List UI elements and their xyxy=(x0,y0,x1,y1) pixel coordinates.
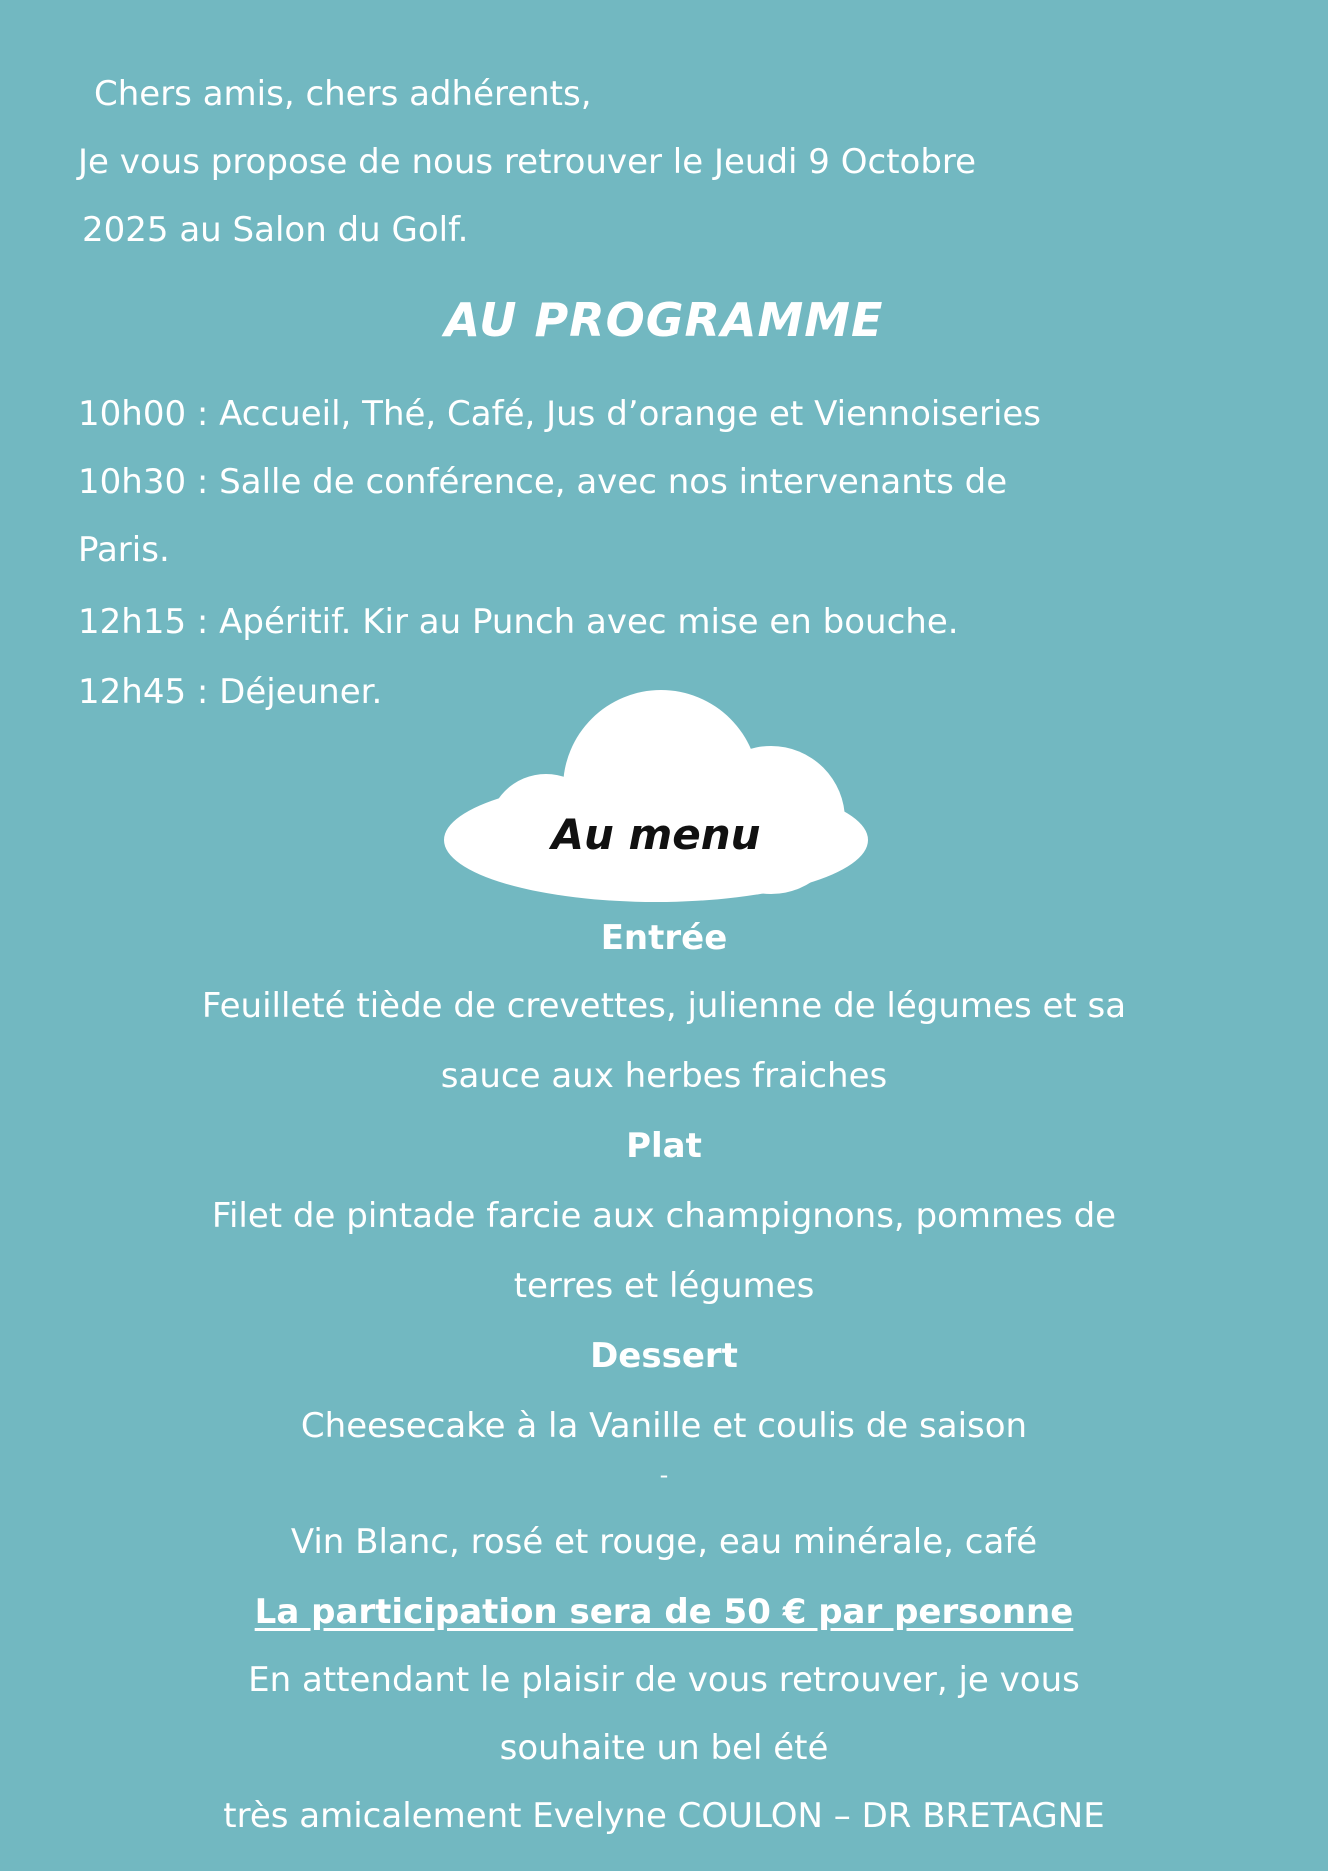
closing-line-1: En attendant le plaisir de vous retrouver, je vous xyxy=(248,1660,1080,1700)
entree-line-1: Feuilleté tiède de crevettes, julienne de légumes et sa xyxy=(201,986,1127,1026)
drinks-line: Vin Blanc, rosé et rouge, eau minérale, café xyxy=(290,1522,1038,1562)
intro-line-2: 2025 au Salon du Golf. xyxy=(82,210,469,250)
cloud-shape xyxy=(436,690,876,906)
programme-item: 12h15 : Apéritif. Kir au Punch avec mise en bouche. xyxy=(78,602,959,642)
programme-item: Paris. xyxy=(78,530,170,570)
programme-item: 10h30 : Salle de conférence, avec nos intervenants de xyxy=(78,462,1008,502)
signature: très amicalement Evelyne COULON – DR BRETAGNE xyxy=(223,1796,1105,1836)
greeting: Chers amis, chers adhérents, xyxy=(94,74,592,114)
entree-label: Entrée xyxy=(600,918,728,958)
dessert-line: Cheesecake à la Vanille et coulis de saison xyxy=(300,1406,1028,1446)
closing-line-2: souhaite un bel été xyxy=(499,1728,829,1768)
dessert-label: Dessert xyxy=(590,1336,738,1376)
programme-item: 12h45 : Déjeuner. xyxy=(78,672,383,712)
menu-separator: - xyxy=(659,1461,669,1489)
programme-title: AU PROGRAMME xyxy=(444,293,884,347)
entree-line-2: sauce aux herbes fraiches xyxy=(440,1056,888,1096)
menu-title: Au menu xyxy=(551,810,761,859)
programme-item: 10h00 : Accueil, Thé, Café, Jus d’orange et Viennoiseries xyxy=(78,394,1042,434)
menu-cloud xyxy=(436,690,876,906)
intro-line-1: Je vous propose de nous retrouver le Jeudi 9 Octobre xyxy=(78,142,977,182)
plat-line-1: Filet de pintade farcie aux champignons, pommes de xyxy=(211,1196,1117,1236)
plat-line-2: terres et légumes xyxy=(513,1266,815,1306)
price-line: La participation sera de 50 € par personne xyxy=(254,1592,1074,1632)
plat-label: Plat xyxy=(626,1126,702,1166)
